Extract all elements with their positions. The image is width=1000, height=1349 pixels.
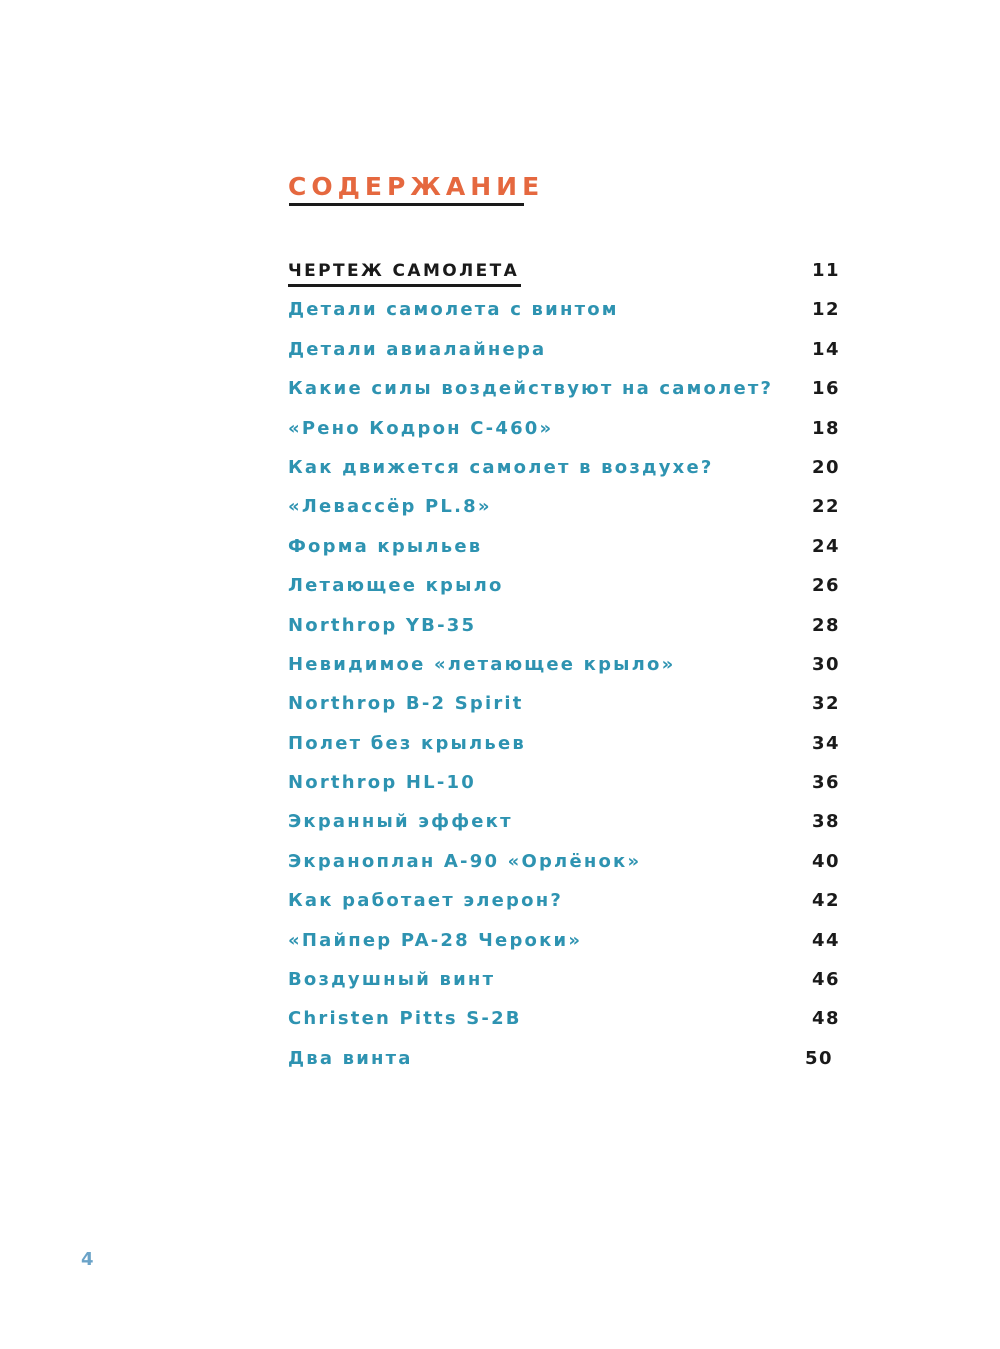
toc-entry[interactable]: [288, 964, 840, 1003]
toc-entry-label: Летающее крыло: [288, 575, 504, 597]
toc-entry-label: Невидимое «летающее крыло»: [288, 653, 676, 675]
page-number: 4: [81, 1249, 94, 1270]
toc-entry-page: 32: [811, 693, 840, 715]
toc-entry[interactable]: [288, 531, 840, 570]
toc-entry[interactable]: [288, 334, 840, 373]
toc-entry-label: Полет без крыльев: [288, 732, 526, 754]
toc-entry[interactable]: [288, 649, 840, 688]
toc-entry-page: 22: [811, 496, 840, 518]
toc-entry-label: Два винта: [288, 1047, 413, 1069]
toc-section-page: 11: [811, 260, 840, 281]
toc-entry-label: Northrop HL-10: [288, 772, 476, 794]
toc-entry[interactable]: [288, 767, 840, 806]
toc-entry-page: 16: [811, 378, 840, 400]
toc-entry[interactable]: [288, 452, 840, 491]
toc-entry-page: 40: [811, 850, 840, 872]
toc-entry-label: «Пайпер PA-28 Чероки»: [288, 929, 583, 951]
toc-entry-label: Детали авиалайнера: [288, 338, 547, 360]
toc-entry-page: 18: [811, 417, 840, 439]
toc-entry-label: «Левассёр PL.8»: [288, 496, 492, 518]
toc-entry-page: 38: [811, 811, 840, 833]
toc-entry-label: Christen Pitts S-2B: [288, 1008, 522, 1030]
toc-entry-label: Какие силы воздействуют на самолет?: [288, 378, 774, 400]
toc-entry-label: Воздушный винт: [288, 969, 496, 991]
toc-entry[interactable]: [288, 925, 840, 964]
toc-entry[interactable]: [288, 1003, 840, 1042]
toc-section-row[interactable]: [288, 255, 840, 294]
toc-entry[interactable]: [288, 373, 840, 412]
toc-entry[interactable]: [288, 846, 840, 885]
toc-entry[interactable]: [288, 491, 840, 530]
toc-entry[interactable]: [288, 570, 840, 609]
toc-entry-label: Northrop B-2 Spirit: [288, 693, 524, 715]
toc-entry[interactable]: [288, 610, 840, 649]
toc-list: [288, 255, 840, 1082]
toc-entry-page: 34: [811, 732, 840, 754]
toc-entry-page: 48: [811, 1008, 840, 1030]
toc-entry-label: «Рено Кодрон С-460»: [288, 417, 554, 439]
toc-entry-label: Как движется самолет в воздухе?: [288, 456, 714, 478]
toc-entry-label: Northrop YB-35: [288, 614, 477, 636]
toc-entry-label: Форма крыльев: [288, 535, 483, 557]
toc-entry-label: Детали самолета с винтом: [288, 299, 619, 321]
toc-entry-page: 28: [811, 614, 840, 636]
toc-entry[interactable]: [288, 413, 840, 452]
toc-entry[interactable]: [288, 885, 840, 924]
toc-entry-page: 50: [804, 1047, 833, 1069]
toc-entry-page: 42: [811, 890, 840, 912]
toc-entry-label: Экраноплан А-90 «Орлёнок»: [288, 850, 642, 872]
toc-entry-label: Экранный эффект: [288, 811, 513, 833]
toc-entry[interactable]: [288, 728, 840, 767]
toc-entry-page: 36: [811, 772, 840, 794]
title-underline: [289, 203, 524, 206]
toc-entry-page: 30: [811, 653, 840, 675]
toc-section-label: ЧЕРТЕЖ САМОЛЕТА: [288, 261, 520, 281]
toc-entry-page: 20: [811, 456, 840, 478]
toc-entry-page: 26: [811, 575, 840, 597]
toc-entry-page: 14: [811, 338, 840, 360]
toc-entry-page: 46: [811, 969, 840, 991]
toc-entry[interactable]: [288, 1043, 840, 1082]
section-underline: [288, 284, 521, 287]
toc-entry[interactable]: [288, 806, 840, 845]
toc-entry[interactable]: [288, 294, 840, 333]
toc-entry-page: 24: [811, 535, 840, 557]
toc-entry-label: Как работает элерон?: [288, 890, 563, 912]
toc-entry-page: 12: [811, 299, 840, 321]
toc-title: СОДЕРЖАНИЕ: [288, 172, 545, 201]
toc-entry[interactable]: [288, 688, 840, 727]
toc-entry-page: 44: [811, 929, 840, 951]
